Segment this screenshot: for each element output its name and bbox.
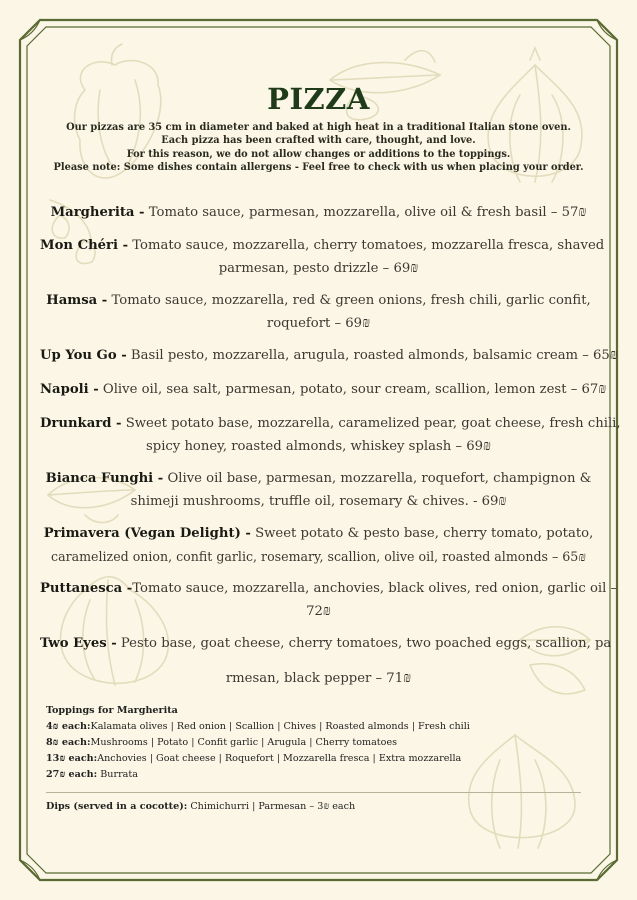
- item-description: 72₪: [306, 603, 331, 619]
- item-description: Tomato sauce, parmesan, mozzarella, olive oil & fresh basil – 57₪: [148, 205, 587, 220]
- menu-item-puttanesca: [40, 578, 618, 623]
- menu-item-hamsa: [40, 290, 597, 335]
- toppings-list: Burrata: [97, 769, 138, 780]
- menu-item-two-eyes: [40, 633, 612, 690]
- item-name: Up You Go -: [40, 348, 127, 363]
- item-name: Hamsa -: [46, 293, 108, 308]
- page-title: PIZZA: [267, 82, 370, 116]
- menu-item-up-you-go: [40, 345, 618, 368]
- item-description: parmesan, pesto drizzle – 69₪: [218, 260, 419, 276]
- item-description: shimeji mushrooms, truffle oil, rosemary & chives. - 69₪: [130, 493, 507, 509]
- toppings-heading: Toppings for Margherita: [46, 705, 178, 716]
- item-name: Primavera (Vegan Delight) -: [43, 526, 251, 541]
- toppings-list: Anchovies | Goat cheese | Roquefort | Mozzarella fresca | Extra mozzarella: [97, 753, 462, 764]
- toppings-row: [46, 767, 586, 783]
- item-description: caramelized onion, confit garlic, rosemary, scallion, olive oil, roasted almonds – 65₪: [51, 548, 586, 564]
- intro-line: Each pizza has been crafted with care, thought, and love.: [161, 135, 476, 147]
- item-description: spicy honey, roasted almonds, whiskey splash – 69₪: [145, 438, 492, 454]
- toppings-row: [46, 735, 586, 751]
- toppings-price: 4₪ each:: [46, 721, 91, 732]
- item-description: Tomato sauce, mozzarella, red & green onions, fresh chili, garlic confit,: [111, 293, 591, 308]
- toppings-list: Kalamata olives | Red onion | Scallion | Chives | Roasted almonds | Fresh chili: [90, 721, 470, 732]
- menu-item-drunkard: [40, 413, 621, 458]
- item-description: Pesto base, goat cheese, cherry tomatoes, two poached eggs, scallion, pa: [120, 636, 612, 651]
- item-description: rmesan, black pepper – 71₪: [225, 670, 412, 686]
- item-description: Sweet potato & pesto base, cherry tomato, potato,: [255, 526, 594, 541]
- item-description: Tomato sauce, mozzarella, anchovies, black olives, red onion, garlic oil –: [132, 581, 618, 596]
- dips-section: [46, 799, 586, 815]
- item-name: Drunkard -: [40, 416, 122, 431]
- toppings-price: 8₪ each:: [46, 737, 91, 748]
- item-name: Margherita -: [50, 205, 145, 220]
- item-description: Basil pesto, mozzarella, arugula, roasted almonds, balsamic cream – 65₪: [130, 348, 618, 363]
- item-description: Olive oil, sea salt, parmesan, potato, sour cream, scallion, lemon zest – 67₪: [102, 382, 607, 397]
- item-name: Puttanesca -: [40, 581, 133, 596]
- menu-item-primavera: [40, 523, 597, 568]
- menu-item-bianca-funghi: [40, 468, 597, 513]
- item-description: roquefort – 69₪: [266, 315, 371, 331]
- intro-line: For this reason, we do not allow changes or additions to the toppings.: [126, 148, 511, 160]
- intro-text: [40, 121, 597, 175]
- menu-item-napoli: [40, 379, 607, 402]
- item-description: Olive oil base, parmesan, mozzarella, roquefort, champignon &: [167, 471, 592, 486]
- intro-line: Please note: Some dishes contain allergens - Feel free to check with us when placing your order.: [53, 162, 584, 174]
- dips-label: Dips (served in a cocotte):: [46, 801, 188, 812]
- toppings-list: Mushrooms | Potato | Confit garlic | Arugula | Cherry tomatoes: [90, 737, 398, 748]
- toppings-row: [46, 751, 586, 767]
- item-name: Napoli -: [40, 382, 99, 397]
- item-description: Sweet potato base, mozzarella, caramelized pear, goat cheese, fresh chili,: [125, 416, 621, 431]
- item-description: Tomato sauce, mozzarella, cherry tomatoes, mozzarella fresca, shaved: [132, 238, 605, 253]
- divider: [46, 792, 581, 793]
- toppings-price: 27₪ each:: [46, 769, 98, 780]
- toppings-row: [46, 719, 586, 735]
- intro-line: Our pizzas are 35 cm in diameter and baked at high heat in a traditional Italian stone oven.: [66, 122, 571, 133]
- item-name: Bianca Funghi -: [45, 471, 164, 486]
- item-name: Mon Chéri -: [40, 238, 129, 253]
- toppings-section: [46, 703, 586, 783]
- item-name: Two Eyes -: [40, 636, 117, 651]
- toppings-price: 13₪ each:: [46, 753, 98, 764]
- dips-text: Chimichurri | Parmesan – 3₪ each: [187, 801, 356, 812]
- menu-item-mon-cheri: [40, 235, 605, 280]
- menu-item-margherita: [40, 202, 597, 225]
